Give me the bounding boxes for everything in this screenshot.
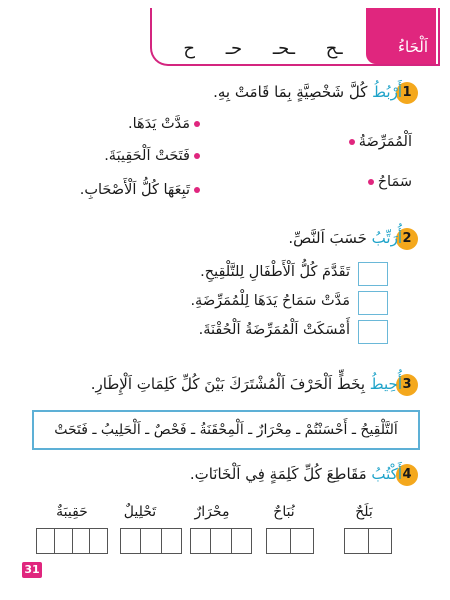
syllable-boxes[interactable] bbox=[190, 528, 252, 554]
instruction-text: مَقَاطِعَ كُلِّ كَلِمَةٍ فِي اَلْخَانَاتِ. bbox=[189, 465, 367, 483]
bullet-dot bbox=[194, 187, 200, 193]
letter-form: ح bbox=[183, 38, 195, 59]
bullet-dot bbox=[349, 139, 355, 145]
letter-form: ـح bbox=[325, 38, 343, 59]
letter-forms bbox=[168, 38, 358, 59]
order-box[interactable] bbox=[358, 262, 388, 286]
character-item[interactable]: اَلْمُمَرِّضَةُ bbox=[345, 134, 412, 150]
exercise-instruction bbox=[91, 375, 402, 393]
segment-word: بَلَحٌ bbox=[355, 504, 373, 520]
exercise-number: 3 bbox=[396, 374, 418, 396]
bullet-dot bbox=[368, 179, 374, 185]
bullet-dot bbox=[194, 153, 200, 159]
character-item[interactable]: سَمَاحُ bbox=[364, 174, 412, 190]
syllable-boxes[interactable] bbox=[344, 528, 392, 554]
exercise-instruction bbox=[190, 465, 402, 483]
words-frame[interactable]: اَلتَّلْقِيحُ ـ أَحْسَنْتُمْ ـ مِحْرَارٌ ـ اَلْمِحْقَنَةُ ـ فَحْصٌ ـ اَلْحَلِيبُ ـ فَتَحَتْ bbox=[32, 410, 420, 450]
exercise-number: 1 bbox=[396, 82, 418, 104]
sentence-item: أَمْسَكَتْ اَلْمُمَرِّضَةُ اَلْحُقْنَةَ. bbox=[198, 322, 350, 338]
instruction-keyword: أُرَتِّبُ bbox=[371, 229, 402, 247]
instruction-keyword: أَرْبُطُ bbox=[372, 83, 402, 101]
bullet-dot bbox=[194, 121, 200, 127]
segment-word: مِحْرَارٌ bbox=[194, 504, 230, 520]
syllable-boxes[interactable] bbox=[266, 528, 314, 554]
action-item[interactable]: فَتَحَتْ اَلْحَقِيبَةَ. bbox=[104, 148, 204, 164]
instruction-keyword: أَكْتُبُ bbox=[371, 465, 402, 483]
action-item[interactable]: مَدَّتْ يَدَهَا. bbox=[128, 116, 204, 132]
syllable-boxes[interactable] bbox=[36, 528, 108, 554]
order-box[interactable] bbox=[358, 320, 388, 344]
letter-form: حـ bbox=[225, 38, 243, 59]
instruction-text: كُلَّ شَخْصِيَّةٍ بِمَا قَامَتْ بِهِ. bbox=[213, 83, 368, 101]
instruction-text: بِخَطٍّ اَلْحَرْفَ اَلْمُشْتَرَكَ بَيْنَ كُلِّ كَلِمَاتِ اَلْإِطَارِ. bbox=[90, 375, 365, 393]
letter-form: ـحـ bbox=[272, 38, 296, 59]
letter-title: اَلْحَاءُ bbox=[397, 38, 428, 56]
order-box[interactable] bbox=[358, 291, 388, 315]
segment-word: تَحْلِيلٌ bbox=[123, 504, 157, 520]
exercise-number: 4 bbox=[396, 464, 418, 486]
instruction-keyword: أُحِيطُ bbox=[369, 375, 402, 393]
instruction-text: حَسَبَ اَلنَّصِّ. bbox=[288, 229, 367, 247]
letter-title-tab bbox=[366, 8, 436, 64]
exercise-instruction bbox=[213, 83, 402, 101]
sentence-item: مَدَّتْ سَمَاحُ يَدَهَا لِلْمُمَرِّضَةِ. bbox=[190, 293, 350, 309]
sentence-item: تَقَدَّمَ كُلُّ اَلْأَطْفَالِ لِلتَّلْقِيحِ. bbox=[200, 264, 350, 280]
segment-word: حَقِيبَةٌ bbox=[56, 504, 88, 520]
exercise-number: 2 bbox=[396, 228, 418, 250]
exercise-instruction bbox=[288, 229, 402, 247]
page-number: 31 bbox=[22, 562, 42, 578]
syllable-boxes[interactable] bbox=[120, 528, 182, 554]
segment-word: نُبَاحٌ bbox=[273, 504, 295, 520]
action-item[interactable]: تَبِعَهَا كُلُّ اَلْأَصْحَابِ. bbox=[80, 182, 204, 198]
